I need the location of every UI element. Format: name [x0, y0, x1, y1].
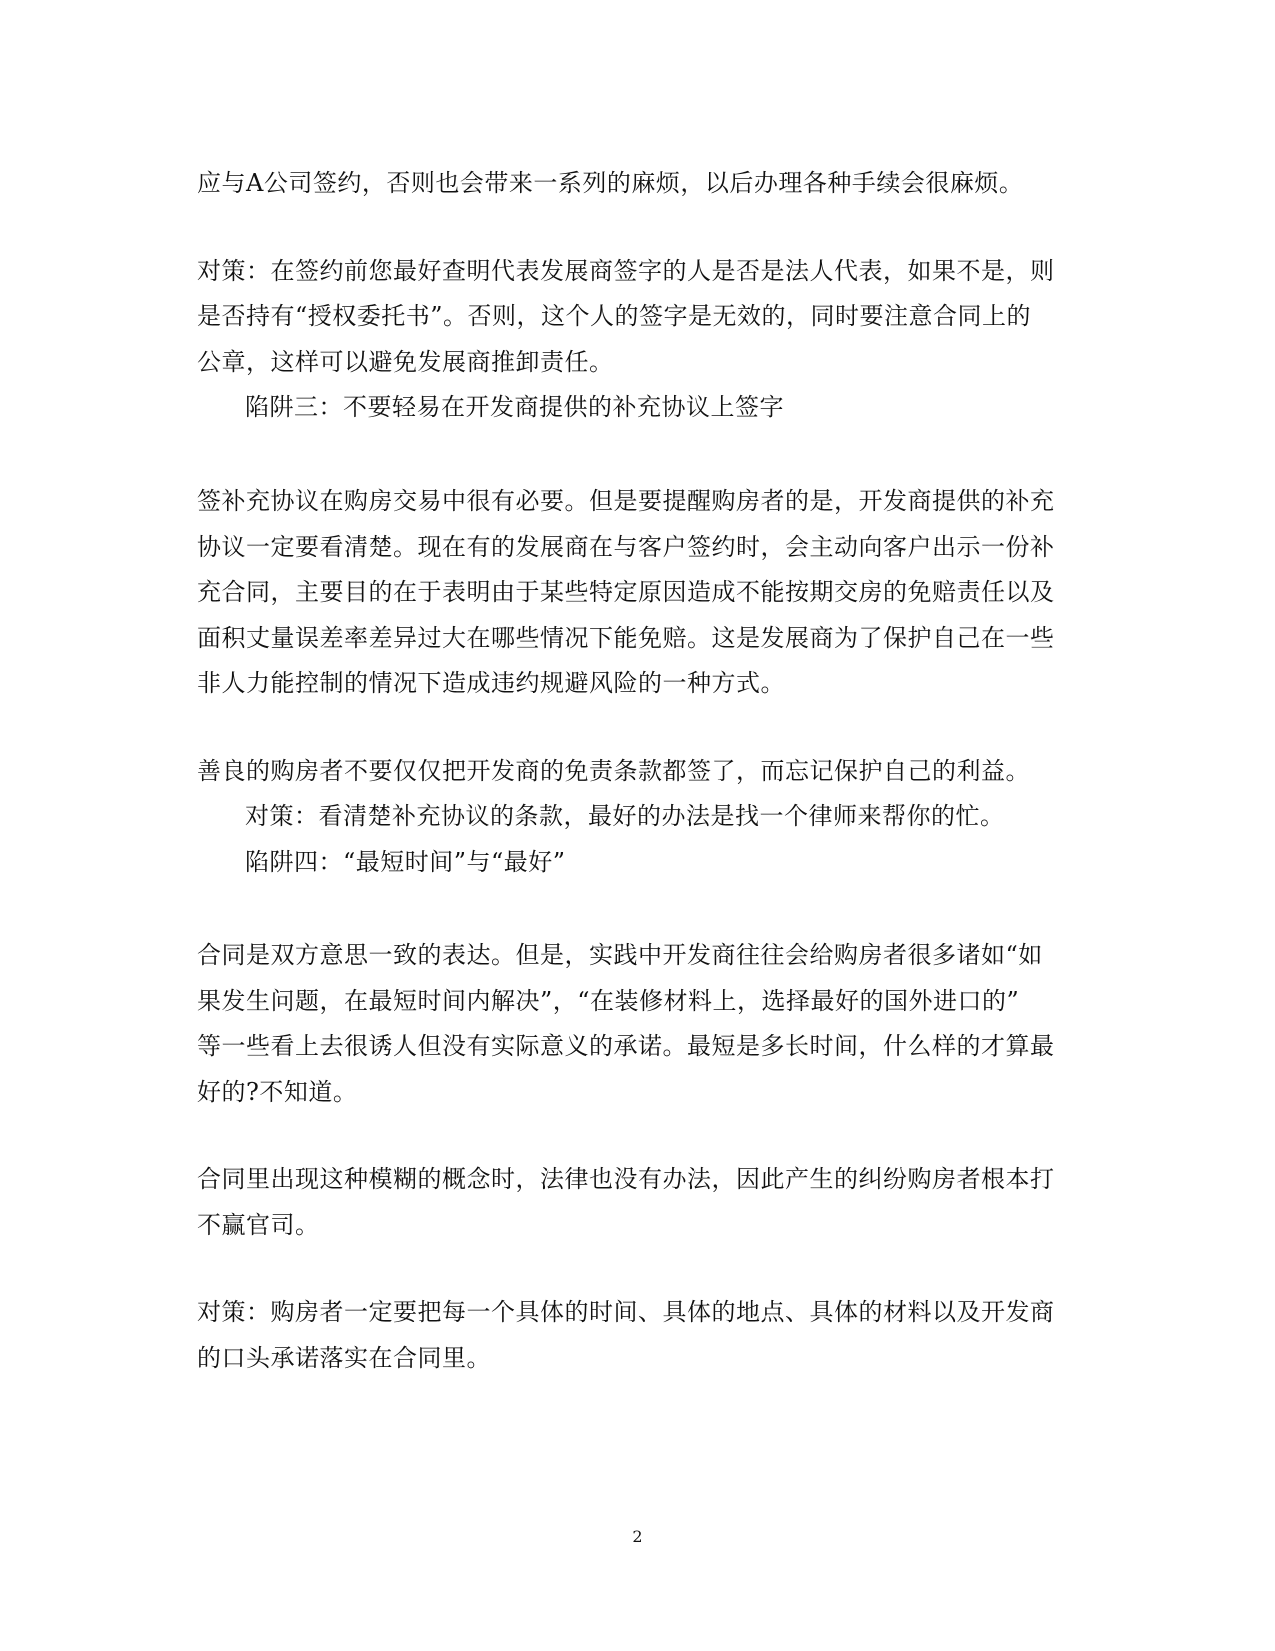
- body-text-line: 面积丈量误差率差异过大在哪些情况下能免赔。这是发展商为了保护自己在一些: [197, 624, 1055, 652]
- page-number: 2: [632, 1527, 643, 1546]
- body-text-line: 不赢官司。: [197, 1211, 320, 1239]
- countermeasure-text-line: 对策：购房者一定要把每一个具体的时间、具体的地点、具体的材料以及开发商: [197, 1298, 1055, 1326]
- countermeasure-text-line: 对策：在签约前您最好查明代表发展商签字的人是否是法人代表，如果不是，则: [197, 257, 1055, 285]
- section-heading-trap-4: 陷阱四：“最短时间”与“最好”: [245, 848, 566, 876]
- body-text-line: 合同是双方意思一致的表达。但是，实践中开发商往往会给购房者很多诸如“如: [197, 941, 1043, 969]
- body-text-line: 合同里出现这种模糊的概念时，法律也没有办法，因此产生的纠纷购房者根本打: [197, 1165, 1055, 1193]
- body-text-line: 非人力能控制的情况下造成违约规避风险的一种方式。: [197, 669, 785, 697]
- body-text-line: 果发生问题，在最短时间内解决”，“在装修材料上，选择最好的国外进口的”: [197, 987, 1020, 1015]
- body-text-line: 应与A公司签约，否则也会带来一系列的麻烦，以后办理各种手续会很麻烦。: [197, 169, 1024, 197]
- body-text-line: 协议一定要看清楚。现在有的发展商在与客户签约时，会主动向客户出示一份补: [197, 533, 1055, 561]
- body-text-line: 充合同，主要目的在于表明由于某些特定原因造成不能按期交房的免赔责任以及: [197, 578, 1055, 606]
- body-text-line: 签补充协议在购房交易中很有必要。但是要提醒购房者的是，开发商提供的补充: [197, 487, 1055, 515]
- body-text-line: 等一些看上去很诱人但没有实际意义的承诺。最短是多长时间，什么样的才算最: [197, 1032, 1055, 1060]
- section-heading-trap-3: 陷阱三：不要轻易在开发商提供的补充协议上签字: [245, 393, 784, 421]
- body-text-line: 的口头承诺落实在合同里。: [197, 1344, 491, 1372]
- countermeasure-text-line: 对策：看清楚补充协议的条款，最好的办法是找一个律师来帮你的忙。: [245, 802, 1005, 830]
- body-text-line: 善良的购房者不要仅仅把开发商的免责条款都签了，而忘记保护自己的利益。: [197, 757, 1030, 785]
- body-text-line: 公章，这样可以避免发展商推卸责任。: [197, 348, 614, 376]
- body-text-line: 是否持有“授权委托书”。否则，这个人的签字是无效的，同时要注意合同上的: [197, 302, 1032, 330]
- body-text-line: 好的?不知道。: [197, 1078, 358, 1106]
